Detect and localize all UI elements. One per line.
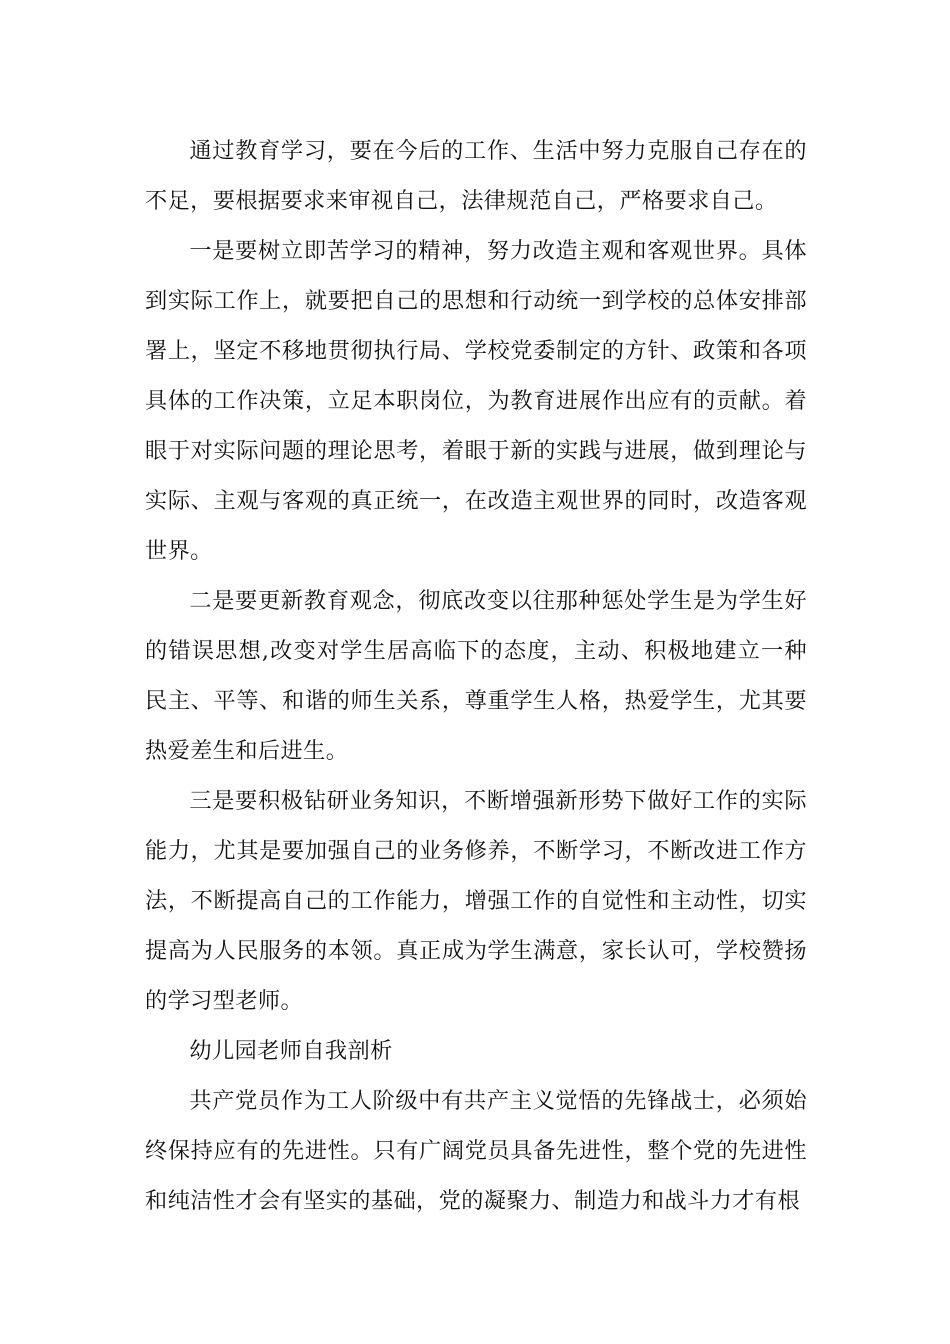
- paragraph-reflection-intro: 通过教育学习，要在今后的工作、生活中努力克服自己存在的不足，要根据要求来审视自己，法律规范自己，严格要求自己。: [145, 138, 807, 214]
- paragraph-party-member: 共产党员作为工人阶级中有共产主义觉悟的先锋战士，必须始终保持应有的先进性。只有广阔党员具备先进性，整个党的先进性和纯洁性才会有坚实的基础，党的凝聚力、制造力和战斗力才有根: [145, 1088, 807, 1214]
- paragraph-point-two: 二是要更新教育观念，彻底改变以往那种惩处学生是为学生好的错误思想,改变对学生居高临下的态度，主动、积极地建立一种民主、平等、和谐的师生关系，尊重学生人格，热爱学生，尤其要热爱差生和后进生。: [145, 588, 807, 764]
- document-body: [145, 126, 807, 1226]
- paragraph-point-three: 三是要积极钻研业务知识，不断增强新形势下做好工作的实际能力，尤其是要加强自己的业务修养，不断学习，不断改进工作方法，不断提高自己的工作能力，增强工作的自觉性和主动性，切实提高为人民服务的本领。真正成为学生满意，家长认可，学校赞扬的学习型老师。: [145, 788, 807, 1014]
- section-heading: 幼儿园老师自我剖析: [189, 1038, 393, 1064]
- paragraph-point-one: 一是要树立即苦学习的精神，努力改造主观和客观世界。具体到实际工作上，就要把自己的思想和行动统一到学校的总体安排部署上，坚定不移地贯彻执行局、学校党委制定的方针、政策和各项具体的工作决策，立足本职岗位，为教育进展作出应有的贡献。着眼于对实际问题的理论思考，着眼于新的实践与进展，做到理论与实际、主观与客观的真正统一，在改造主观世界的同时，改造客观世界。: [145, 238, 807, 564]
